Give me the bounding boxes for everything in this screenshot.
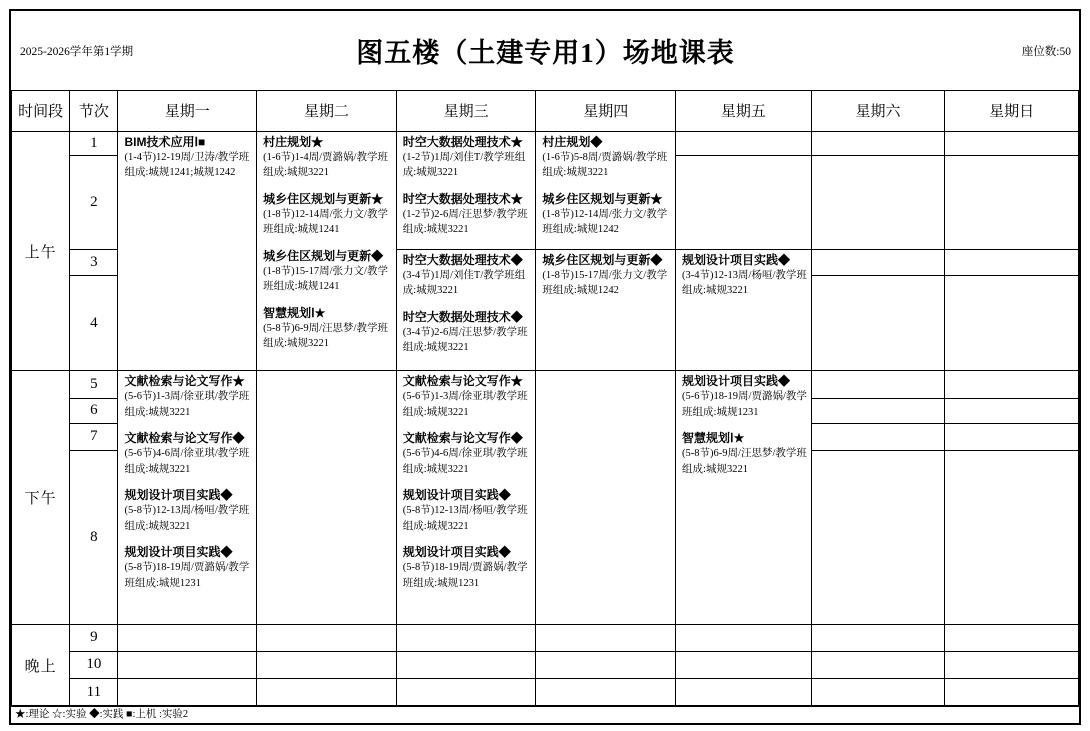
- course-title: 村庄规划★: [263, 134, 324, 149]
- day-header-friday: 星期五: [676, 91, 812, 132]
- empty-cell: [945, 156, 1079, 249]
- row-period-5: [12, 371, 1079, 399]
- course-title: 文献检索与论文写作◆: [402, 431, 523, 446]
- course-title: 规划设计项目实践◆: [682, 252, 791, 267]
- cell-monday-afternoon: [118, 371, 257, 625]
- course-detail: (5-6节)18-19周/贾潞娲/教学班组成:城规1231: [682, 391, 807, 418]
- course-block: [403, 310, 533, 356]
- empty-cell: [676, 651, 812, 679]
- cell-wednesday-period-3-4: [396, 249, 536, 371]
- empty-cell: [676, 131, 812, 156]
- course-block: [403, 431, 533, 477]
- course-block: [542, 135, 672, 181]
- empty-cell: [945, 651, 1079, 679]
- seat-count-label: 座位数:50: [1021, 45, 1071, 58]
- course-block: [263, 192, 393, 238]
- cell-friday-afternoon: [676, 371, 812, 625]
- day-header-thursday: 星期四: [536, 91, 676, 132]
- period-4-label: 4: [70, 276, 118, 371]
- row-period-9: [12, 625, 1079, 652]
- empty-cell: [536, 651, 676, 679]
- cell-tuesday-afternoon-empty: [257, 371, 397, 625]
- day-header-monday: 星期一: [118, 91, 257, 132]
- course-detail: (5-6节)4-6周/徐亚琪/教学班组成:城规3221: [124, 448, 250, 475]
- timetable-table: [11, 90, 1079, 706]
- empty-cell: [811, 423, 945, 451]
- course-title: 城乡住区规划与更新◆: [542, 252, 663, 267]
- empty-cell: [118, 679, 257, 706]
- empty-cell: [118, 651, 257, 679]
- course-detail: (5-6节)1-3周/徐亚琪/教学班组成:城规3221: [402, 391, 528, 418]
- timetable-grid: [11, 90, 1079, 706]
- period-5-label: 5: [70, 371, 118, 399]
- course-detail: (5-8节)6-9周/汪思梦/教学班组成:城规3221: [263, 322, 388, 350]
- empty-cell: [676, 625, 812, 652]
- sheet-header: [11, 11, 1079, 90]
- course-block: [124, 431, 253, 477]
- empty-cell: [536, 625, 676, 652]
- empty-cell: [257, 625, 397, 652]
- empty-cell: [257, 679, 397, 706]
- course-block: [263, 135, 393, 181]
- course-block: [403, 488, 533, 534]
- empty-cell: [257, 651, 397, 679]
- course-detail: (1-4节)12-19周/卫涛/教学班组成:城规1241;城规1242: [124, 151, 250, 179]
- empty-cell: [945, 398, 1079, 423]
- empty-cell: [945, 276, 1079, 371]
- cell-wednesday-period-1-2: [396, 131, 536, 249]
- course-title: 时空大数据处理技术★: [402, 191, 523, 206]
- course-title: 文献检索与论文写作★: [402, 374, 523, 389]
- empty-cell: [945, 249, 1079, 276]
- course-block: [403, 253, 533, 299]
- course-title: 规划设计项目实践◆: [124, 545, 233, 560]
- cell-tuesday-morning: [257, 131, 397, 370]
- course-block: [682, 431, 808, 477]
- section-evening: 晚上: [12, 625, 70, 706]
- period-7-label: 7: [70, 423, 118, 451]
- page-title: 图五楼（土建专用1）场地课表: [356, 38, 735, 68]
- course-detail: (1-6节)5-8周/贾潞娲/教学班组成:城规3221: [542, 151, 668, 179]
- empty-cell: [945, 371, 1079, 399]
- course-block: [682, 253, 808, 299]
- course-detail: (5-8节)12-13周/杨咺/教学班组成:城规3221: [402, 505, 528, 532]
- course-title: 文献检索与论文写作★: [124, 374, 245, 389]
- course-title: 智慧规划Ⅰ★: [263, 305, 326, 320]
- course-detail: (5-8节)12-13周/杨咺/教学班组成:城规3221: [124, 505, 250, 532]
- cell-friday-period-3-4: [676, 249, 812, 371]
- cell-thursday-period-3-4: [536, 249, 676, 371]
- empty-cell: [811, 276, 945, 371]
- empty-cell: [811, 398, 945, 423]
- course-title: 文献检索与论文写作◆: [124, 431, 245, 446]
- period-3-label: 3: [70, 249, 118, 276]
- course-detail: (5-8节)18-19周/贾潞娲/教学班组成:城规1231: [402, 562, 528, 589]
- course-block: [542, 253, 672, 299]
- empty-cell: [811, 625, 945, 652]
- empty-cell: [676, 156, 812, 249]
- empty-cell: [536, 679, 676, 706]
- empty-cell: [945, 625, 1079, 652]
- course-title: 时空大数据处理技术★: [402, 134, 523, 149]
- cell-wednesday-afternoon: [396, 371, 536, 625]
- cell-thursday-afternoon-empty: [536, 371, 676, 625]
- course-title: 时空大数据处理技术◆: [402, 252, 523, 267]
- row-period-11: [12, 679, 1079, 706]
- course-title: 村庄规划◆: [542, 134, 603, 149]
- course-title: 城乡住区规划与更新★: [263, 191, 384, 206]
- day-header-sunday: 星期日: [945, 91, 1079, 132]
- period-9-label: 9: [70, 625, 118, 652]
- course-block: [403, 545, 533, 591]
- period-11-label: 11: [70, 679, 118, 706]
- course-block: [403, 192, 533, 238]
- period-6-label: 6: [70, 398, 118, 423]
- empty-cell: [945, 451, 1079, 625]
- empty-cell: [811, 371, 945, 399]
- course-block: [682, 374, 808, 420]
- course-detail: (1-8节)12-14周/张力文/教学班组成:城规1241: [263, 208, 388, 236]
- period-2-label: 2: [70, 156, 118, 249]
- semester-label: 2025-2026学年第1学期: [20, 45, 134, 58]
- course-block: [403, 374, 533, 420]
- course-detail: (1-8节)15-17周/张力文/教学班组成:城规1242: [542, 269, 668, 297]
- day-header-wednesday: 星期三: [396, 91, 536, 132]
- course-detail: (5-6节)1-3周/徐亚琪/教学班组成:城规3221: [124, 391, 250, 418]
- empty-cell: [945, 423, 1079, 451]
- course-detail: (1-6节)1-4周/贾潞娲/教学班组成:城规3221: [263, 151, 388, 179]
- empty-cell: [396, 651, 536, 679]
- course-detail: (5-8节)18-19周/贾潞娲/教学班组成:城规1231: [124, 562, 250, 589]
- section-morning: 上午: [12, 131, 70, 370]
- empty-cell: [811, 651, 945, 679]
- course-block: [124, 374, 253, 420]
- empty-cell: [945, 131, 1079, 156]
- course-title: BIM技术应用Ⅰ■: [124, 134, 206, 149]
- day-header-tuesday: 星期二: [257, 91, 397, 132]
- period-10-label: 10: [70, 651, 118, 679]
- course-detail: (3-4节)1周/刘佳T/教学班组成:城规3221: [402, 269, 526, 297]
- empty-cell: [811, 249, 945, 276]
- empty-cell: [118, 625, 257, 652]
- row-period-1: [12, 131, 1079, 156]
- symbol-legend: ★:理论 ☆:实验 ◆:实践 ■:上机 :实验2: [11, 706, 1079, 723]
- course-detail: (3-4节)2-6周/汪思梦/教学班组成:城规3221: [402, 326, 528, 354]
- corner-period: 节次: [70, 91, 118, 132]
- course-block: [403, 135, 533, 181]
- empty-cell: [811, 131, 945, 156]
- course-block: [124, 135, 253, 181]
- empty-cell: [676, 679, 812, 706]
- empty-cell: [396, 625, 536, 652]
- empty-cell: [396, 679, 536, 706]
- course-detail: (1-8节)12-14周/张力文/教学班组成:城规1242: [542, 208, 668, 236]
- course-block: [542, 192, 672, 238]
- course-title: 城乡住区规划与更新◆: [263, 248, 384, 263]
- course-detail: (1-8节)15-17周/张力文/教学班组成:城规1241: [263, 265, 388, 293]
- header-row: [12, 91, 1079, 132]
- course-title: 城乡住区规划与更新★: [542, 191, 663, 206]
- empty-cell: [811, 156, 945, 249]
- section-afternoon: 下午: [12, 371, 70, 625]
- empty-cell: [811, 679, 945, 706]
- empty-cell: [945, 679, 1079, 706]
- course-detail: (5-8节)6-9周/汪思梦/教学班组成:城规3221: [682, 448, 807, 475]
- course-block: [124, 545, 253, 591]
- course-title: 规划设计项目实践◆: [124, 488, 233, 503]
- course-title: 时空大数据处理技术◆: [402, 309, 523, 324]
- course-detail: (5-6节)4-6周/徐亚琪/教学班组成:城规3221: [402, 448, 528, 475]
- course-title: 规划设计项目实践◆: [402, 488, 511, 503]
- course-title: 智慧规划Ⅰ★: [682, 431, 745, 446]
- cell-thursday-period-1-2: [536, 131, 676, 249]
- day-header-saturday: 星期六: [811, 91, 945, 132]
- course-block: [263, 249, 393, 295]
- course-detail: (1-2节)1周/刘佳T/教学班组成:城规3221: [402, 151, 526, 179]
- timetable-sheet: [9, 9, 1081, 725]
- corner-time-period: 时间段: [12, 91, 70, 132]
- empty-cell: [811, 451, 945, 625]
- course-title: 规划设计项目实践◆: [682, 374, 791, 389]
- course-detail: (1-2节)2-6周/汪思梦/教学班组成:城规3221: [402, 208, 528, 236]
- period-8-label: 8: [70, 451, 118, 625]
- row-period-10: [12, 651, 1079, 679]
- course-block: [263, 306, 393, 352]
- course-block: [124, 488, 253, 534]
- course-title: 规划设计项目实践◆: [402, 545, 511, 560]
- course-detail: (3-4节)12-13周/杨咺/教学班组成:城规3221: [682, 269, 807, 297]
- cell-monday-morning: [118, 131, 257, 370]
- period-1-label: 1: [70, 131, 118, 156]
